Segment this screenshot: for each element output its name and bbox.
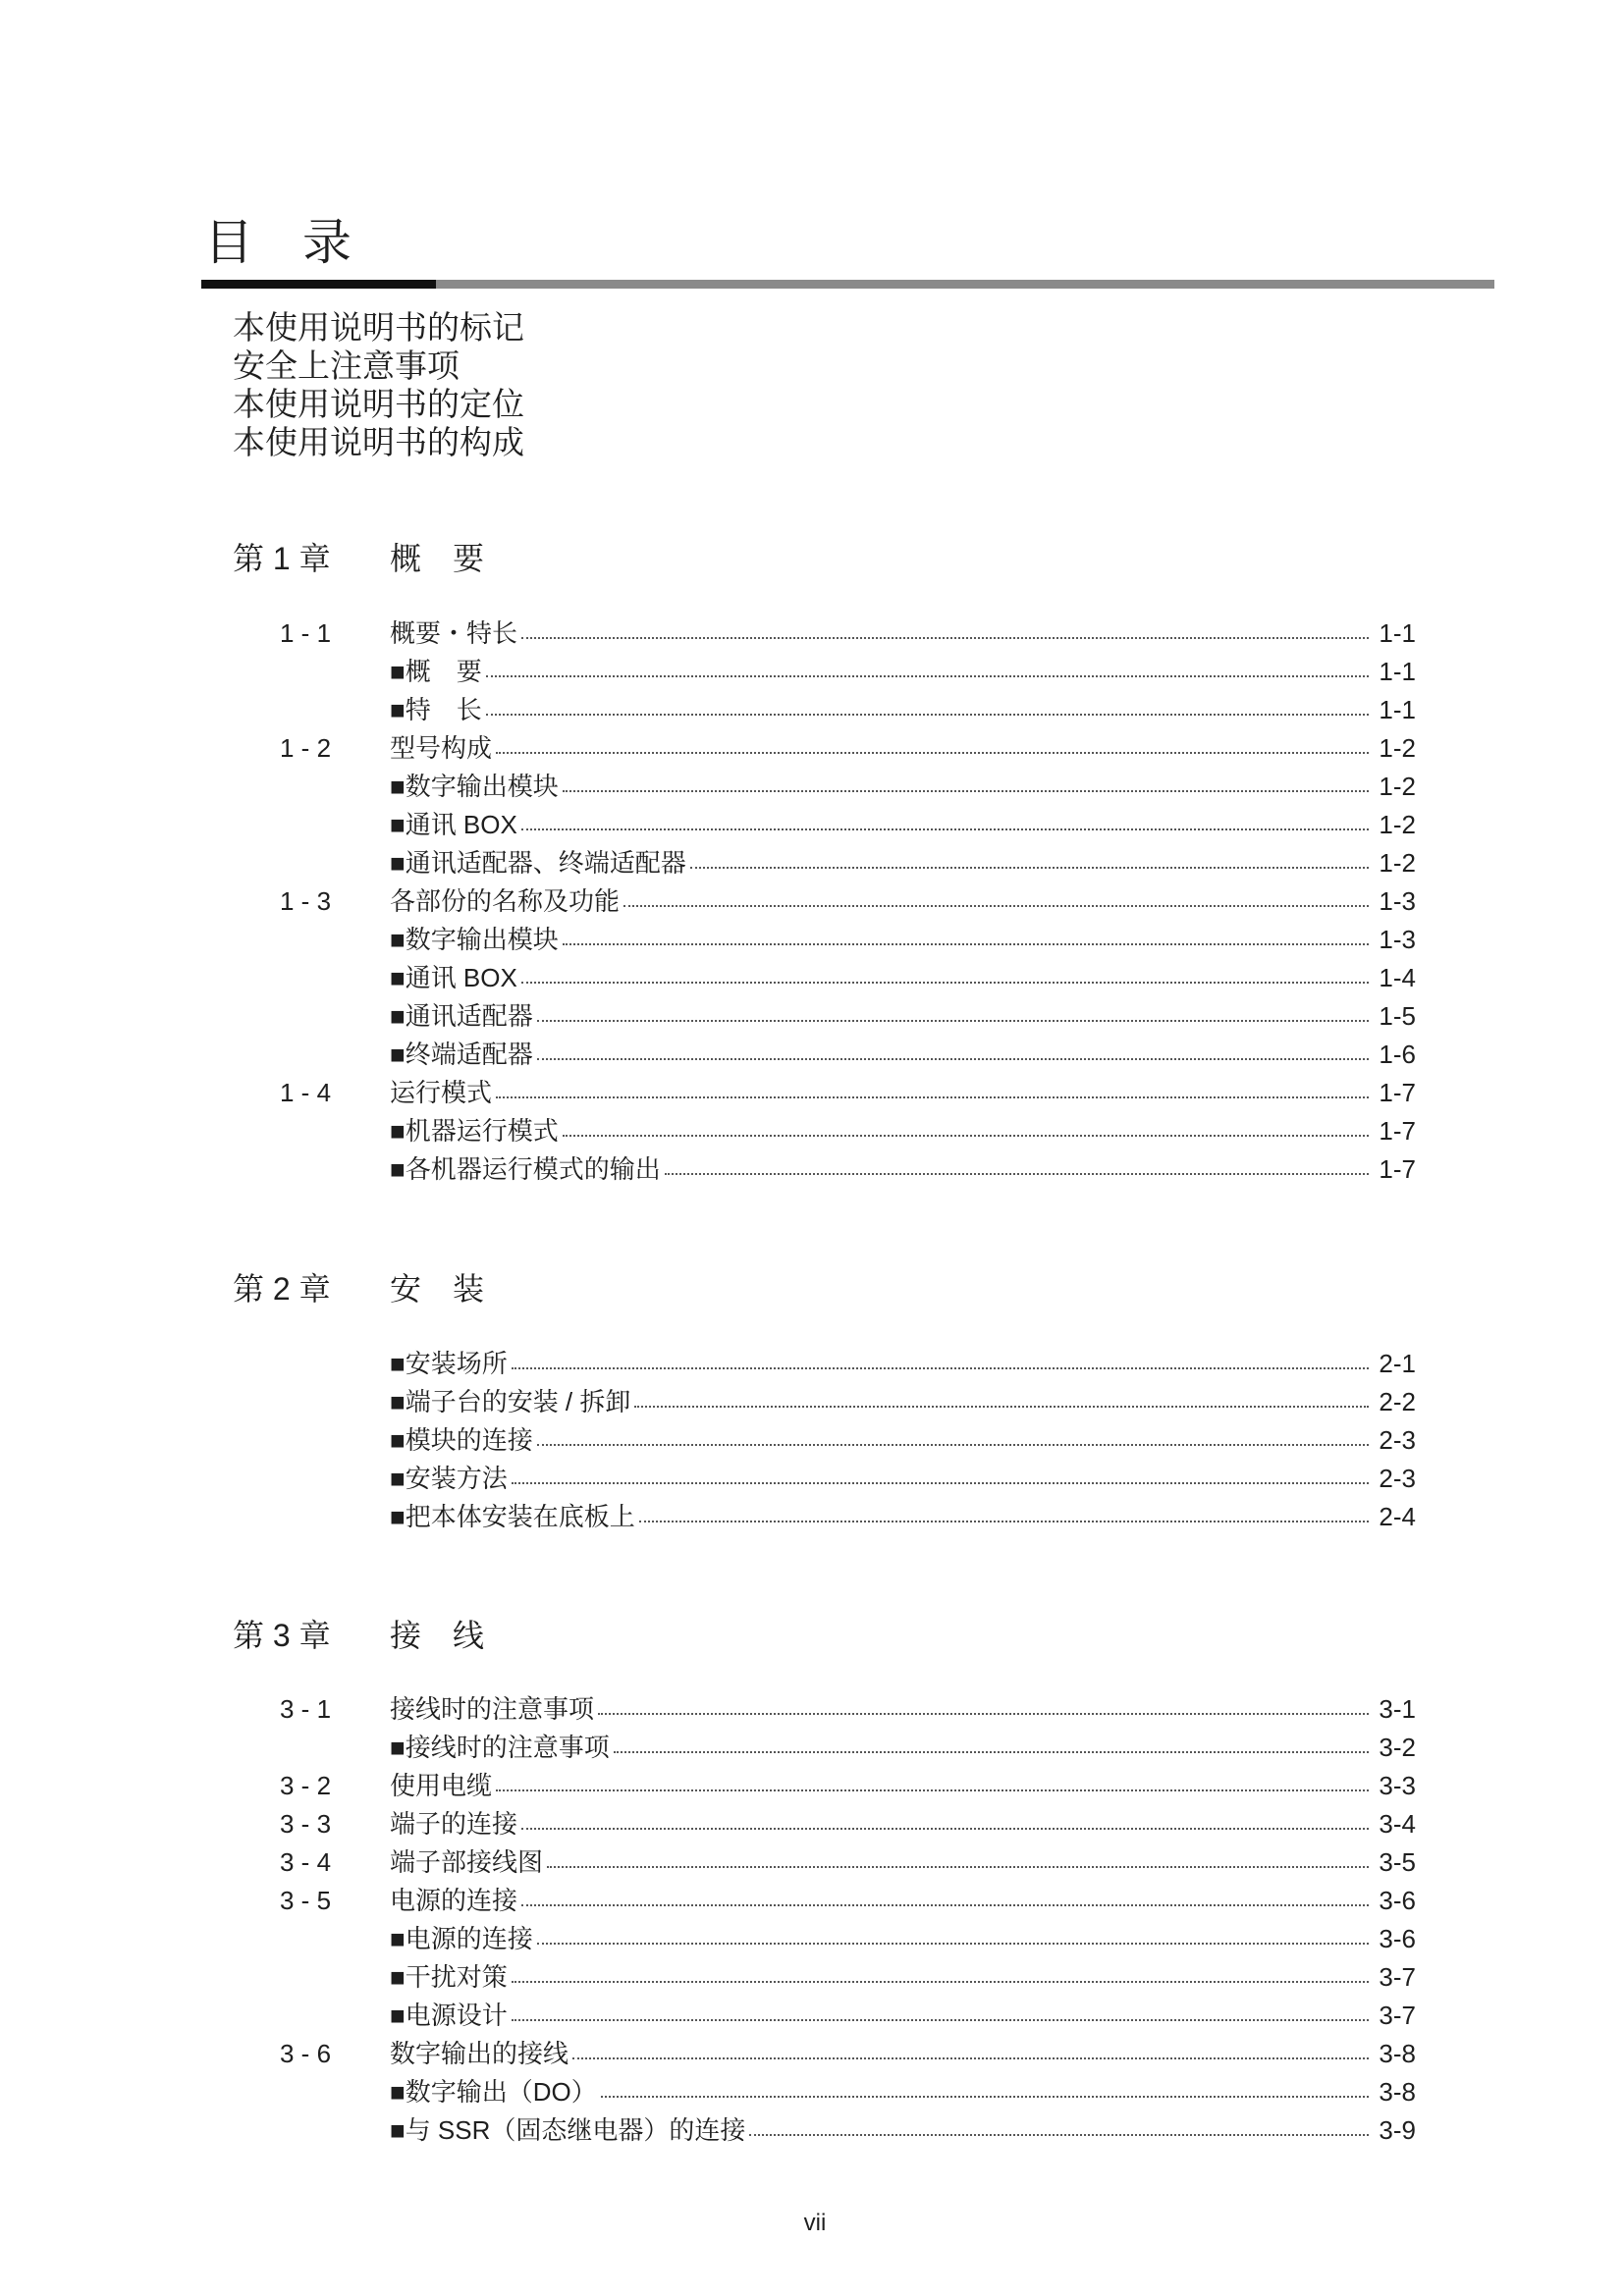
toc-entry — [280, 1074, 1416, 1112]
page-ref: 3-1 — [1379, 1694, 1416, 1724]
toc-list-chapter-2 — [280, 1345, 1416, 1536]
entry-title: ■通讯 BOX — [390, 810, 517, 839]
dot-leader — [639, 1521, 1370, 1522]
toc-subentry — [280, 2111, 1416, 2150]
toc-list-chapter-1 — [280, 614, 1416, 1189]
dot-leader — [547, 1866, 1369, 1868]
entry-title: ■端子台的安装 / 拆卸 — [390, 1387, 631, 1416]
entry-title: 概要・特长 — [390, 618, 518, 648]
section-number: 3 - 3 — [280, 1809, 332, 1839]
entry-title: 型号构成 — [390, 733, 493, 763]
toc-subentry — [280, 1460, 1416, 1498]
dot-leader — [563, 790, 1370, 792]
page-ref: 3-3 — [1379, 1771, 1416, 1800]
dot-leader — [537, 1444, 1370, 1446]
page-ref: 3-4 — [1379, 1809, 1416, 1839]
page-title: 目 录 — [204, 215, 352, 270]
page-ref: 3-8 — [1379, 2077, 1416, 2107]
entry-title: 接线时的注意事项 — [390, 1694, 595, 1724]
page-ref: 3-2 — [1379, 1733, 1416, 1762]
dot-leader — [512, 1367, 1370, 1369]
dot-leader — [496, 1096, 1369, 1098]
entry-title: ■通讯 BOX — [390, 963, 517, 992]
title-rule-accent — [201, 280, 436, 289]
toc-entry — [280, 1690, 1416, 1729]
section-number: 3 - 2 — [280, 1771, 332, 1800]
section-number: 3 - 4 — [280, 1847, 332, 1877]
entry-title: ■数字输出模块 — [390, 925, 559, 954]
title-rule — [201, 280, 1494, 289]
dot-leader — [665, 1173, 1370, 1175]
toc-subentry — [280, 1920, 1416, 1958]
toc-subentry — [280, 1112, 1416, 1150]
entry-title: ■概 要 — [390, 657, 482, 686]
toc-entry — [280, 882, 1416, 921]
toc-entry — [280, 1805, 1416, 1843]
page-ref: 1-1 — [1379, 695, 1416, 724]
entry-title: ■数字输出（DO） — [390, 2077, 597, 2107]
page-ref: 2-1 — [1379, 1349, 1416, 1378]
page-ref: 3-6 — [1379, 1886, 1416, 1915]
section-number: 3 - 1 — [280, 1694, 332, 1724]
dot-leader — [601, 2096, 1370, 2098]
dot-leader — [563, 1135, 1370, 1137]
dot-leader — [623, 905, 1369, 907]
entry-title: ■终端适配器 — [390, 1040, 533, 1069]
page-ref: 1-4 — [1379, 963, 1416, 992]
entry-title: ■机器运行模式 — [390, 1116, 559, 1146]
entry-title: ■把本体安装在底板上 — [390, 1502, 635, 1531]
dot-leader — [496, 752, 1369, 754]
toc-subentry — [280, 1150, 1416, 1189]
page-ref: 1-3 — [1379, 886, 1416, 916]
entry-title: ■模块的连接 — [390, 1425, 533, 1455]
front-matter-list — [233, 308, 524, 461]
page-ref: 3-9 — [1379, 2115, 1416, 2145]
page-ref: 1-7 — [1379, 1154, 1416, 1184]
toc-entry — [280, 2035, 1416, 2073]
entry-title: 端子的连接 — [390, 1809, 518, 1839]
page-ref: 3-5 — [1379, 1847, 1416, 1877]
page-ref: 1-1 — [1379, 618, 1416, 648]
page-ref: 3-7 — [1379, 2001, 1416, 2030]
toc-subentry — [280, 768, 1416, 806]
page-ref: 1-6 — [1379, 1040, 1416, 1069]
toc-subentry — [280, 921, 1416, 959]
section-number: 1 - 2 — [280, 733, 332, 763]
toc-subentry — [280, 1958, 1416, 1997]
front-matter-item: 本使用说明书的定位 — [233, 386, 524, 422]
entry-title: ■通讯适配器 — [390, 1001, 533, 1031]
chapter-label: 第 2 章 — [233, 1271, 331, 1307]
chapter-heading — [233, 540, 484, 578]
entry-title: 各部份的名称及功能 — [390, 886, 621, 916]
entry-title: 数字输出的接线 — [390, 2039, 569, 2068]
page-ref: 1-2 — [1379, 810, 1416, 839]
page-ref: 3-8 — [1379, 2039, 1416, 2068]
entry-title: 使用电缆 — [390, 1771, 493, 1800]
toc-subentry — [280, 844, 1416, 882]
toc-subentry — [280, 2073, 1416, 2111]
dot-leader — [598, 1713, 1369, 1715]
entry-title: 运行模式 — [390, 1078, 493, 1107]
toc-entry — [280, 1767, 1416, 1805]
entry-title: ■安装场所 — [390, 1349, 508, 1378]
section-number: 3 - 5 — [280, 1886, 332, 1915]
page-number: vii — [803, 2210, 827, 2236]
entry-title: ■干扰对策 — [390, 1962, 508, 1992]
entry-title: ■安装方法 — [390, 1464, 508, 1493]
dot-leader — [486, 714, 1370, 716]
entry-title: 电源的连接 — [390, 1886, 518, 1915]
page-ref: 1-2 — [1379, 733, 1416, 763]
front-matter-item: 安全上注意事项 — [233, 347, 460, 384]
toc-subentry — [280, 653, 1416, 691]
toc-subentry — [280, 1997, 1416, 2035]
page-ref: 2-2 — [1379, 1387, 1416, 1416]
dot-leader — [521, 637, 1369, 639]
chapter-heading — [233, 1617, 484, 1655]
chapter-label: 第 3 章 — [233, 1618, 331, 1653]
dot-leader — [512, 1981, 1370, 1983]
dot-leader — [496, 1789, 1369, 1791]
page-ref: 2-3 — [1379, 1425, 1416, 1455]
chapter-label: 第 1 章 — [233, 541, 331, 576]
page-ref: 3-6 — [1379, 1924, 1416, 1953]
toc-entry — [280, 729, 1416, 768]
toc-subentry — [280, 691, 1416, 729]
toc-subentry — [280, 959, 1416, 997]
section-number: 1 - 4 — [280, 1078, 332, 1107]
entry-title: ■通讯适配器、终端适配器 — [390, 848, 686, 878]
entry-title: ■与 SSR（固态继电器）的连接 — [390, 2115, 746, 2145]
entry-title: ■特 长 — [390, 695, 482, 724]
dot-leader — [572, 2057, 1369, 2059]
chapter-title: 概 要 — [390, 541, 485, 576]
dot-leader — [512, 1482, 1370, 1484]
dot-leader — [690, 867, 1370, 869]
entry-title: ■接线时的注意事项 — [390, 1733, 610, 1762]
section-number: 3 - 6 — [280, 2039, 332, 2068]
toc-entry — [280, 1843, 1416, 1882]
dot-leader — [563, 943, 1370, 945]
dot-leader — [749, 2134, 1369, 2136]
page-ref: 1-2 — [1379, 772, 1416, 801]
dot-leader — [521, 1904, 1369, 1906]
page-ref: 3-7 — [1379, 1962, 1416, 1992]
toc-subentry — [280, 806, 1416, 844]
page-ref: 1-5 — [1379, 1001, 1416, 1031]
toc-subentry — [280, 1036, 1416, 1074]
toc-subentry — [280, 1729, 1416, 1767]
dot-leader — [614, 1751, 1370, 1753]
page-ref: 1-7 — [1379, 1116, 1416, 1146]
toc-entry — [280, 1882, 1416, 1920]
section-number: 1 - 1 — [280, 618, 332, 648]
toc-subentry — [280, 1498, 1416, 1536]
section-number: 1 - 3 — [280, 886, 332, 916]
dot-leader — [521, 828, 1370, 830]
dot-leader — [521, 982, 1370, 984]
chapter-heading — [233, 1270, 484, 1308]
toc-subentry — [280, 1421, 1416, 1460]
dot-leader — [537, 1943, 1370, 1945]
entry-title: ■电源设计 — [390, 2001, 508, 2030]
page-ref: 1-7 — [1379, 1078, 1416, 1107]
chapter-title: 接 线 — [390, 1618, 485, 1653]
toc-entry — [280, 614, 1416, 653]
page-ref: 1-2 — [1379, 848, 1416, 878]
entry-title: 端子部接线图 — [390, 1847, 544, 1877]
page-ref: 1-1 — [1379, 657, 1416, 686]
chapter-title: 安 装 — [390, 1271, 485, 1307]
page-ref: 2-3 — [1379, 1464, 1416, 1493]
entry-title: ■电源的连接 — [390, 1924, 533, 1953]
dot-leader — [521, 1828, 1369, 1830]
dot-leader — [537, 1020, 1370, 1022]
toc-subentry — [280, 1383, 1416, 1421]
page-ref: 1-3 — [1379, 925, 1416, 954]
toc-list-chapter-3 — [280, 1690, 1416, 2150]
dot-leader — [537, 1058, 1370, 1060]
entry-title: ■各机器运行模式的输出 — [390, 1154, 661, 1184]
toc-subentry — [280, 997, 1416, 1036]
dot-leader — [634, 1406, 1369, 1408]
front-matter-item: 本使用说明书的构成 — [233, 424, 524, 460]
dot-leader — [486, 675, 1370, 677]
dot-leader — [512, 2019, 1370, 2021]
front-matter-item: 本使用说明书的标记 — [233, 309, 524, 346]
toc-subentry — [280, 1345, 1416, 1383]
entry-title: ■数字输出模块 — [390, 772, 559, 801]
page-ref: 2-4 — [1379, 1502, 1416, 1531]
